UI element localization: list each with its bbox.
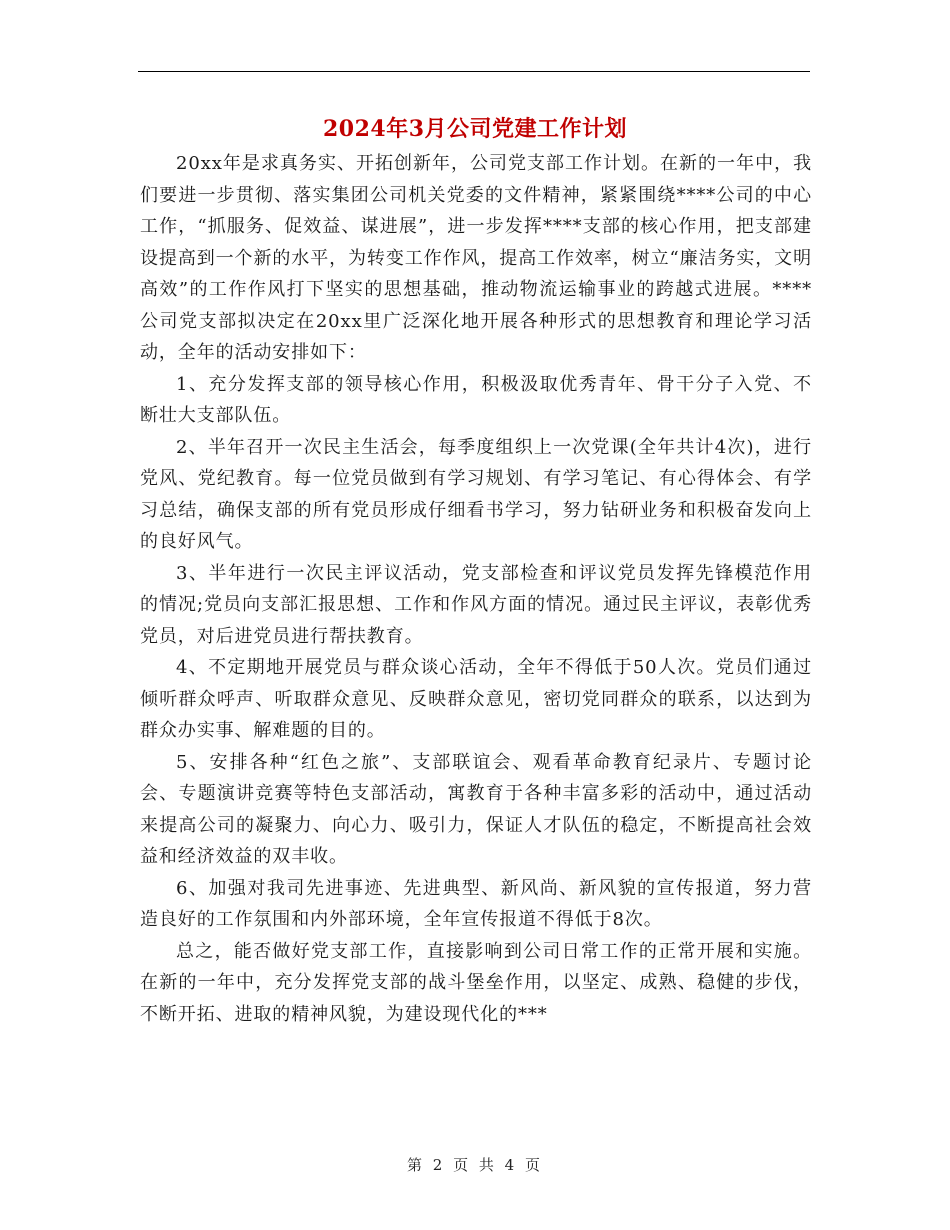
header-rule <box>138 71 810 72</box>
paragraph-item-6: 6、加强对我司先进事迹、先进典型、新风尚、新风貌的宣传报道，努力营造良好的工作氛围和内外部环境，全年宣传报道不得低于8次。 <box>140 877 812 930</box>
document-title: 2024年3月公司党建工作计划 <box>322 116 628 142</box>
paragraph-item-2: 2、半年召开一次民主生活会，每季度组织上一次党课(全年共计4次)，进行党风、党纪教育。每一位党员做到有学习规划、有学习笔记、有心得体会、有学习总结，确保支部的所有党员形成仔细看书学习，努力钻研业务和积极奋发向上的良好风气。 <box>140 436 812 552</box>
page-number-footer: 第 2 页 共 4 页 <box>407 1156 543 1174</box>
document-body <box>140 148 812 1030</box>
paragraph-item-1: 1、充分发挥支部的领导核心作用，积极汲取优秀青年、骨干分子入党、不断壮大支部队伍。 <box>140 373 812 426</box>
paragraph-intro: 20xx年是求真务实、开拓创新年，公司党支部工作计划。在新的一年中，我们要进一步贯彻、落实集团公司机关党委的文件精神，紧紧围绕****公司的中心工作，“抓服务、促效益、谋进展”，进一步发挥****支部的核心作用，把支部建设提高到一个新的水平，为转变工作作风，提高工作效率，树立“廉洁务实，文明高效”的工作作风打下坚实的思想基础，推动物流运输事业的跨越式进展。****公司党支部拟决定在20xx里广泛深化地开展各种形式的思想教育和理论学习活动，全年的活动安排如下： <box>140 153 812 363</box>
paragraph-item-3: 3、半年进行一次民主评议活动，党支部检查和评议党员发挥先锋模范作用的情况;党员向支部汇报思想、工作和作风方面的情况。通过民主评议，表彰优秀党员，对后进党员进行帮扶教育。 <box>140 562 812 647</box>
paragraph-conclusion: 总之，能否做好党支部工作，直接影响到公司日常工作的正常开展和实施。在新的一年中，充分发挥党支部的战斗堡垒作用，以坚定、成熟、稳健的步伐，不断开拓、进取的精神风貌，为建设现代化的*** <box>140 940 812 1025</box>
paragraph-item-5: 5、安排各种“红色之旅”、支部联谊会、观看革命教育纪录片、专题讨论会、专题演讲竞赛等特色支部活动，寓教育于各种丰富多彩的活动中，通过活动来提高公司的凝聚力、向心力、吸引力，保证人才队伍的稳定，不断提高社会效益和经济效益的双丰收。 <box>140 751 812 867</box>
paragraph-item-4: 4、不定期地开展党员与群众谈心活动，全年不得低于50人次。党员们通过倾听群众呼声、听取群众意见、反映群众意见，密切党同群众的联系，以达到为群众办实事、解难题的目的。 <box>140 657 812 741</box>
